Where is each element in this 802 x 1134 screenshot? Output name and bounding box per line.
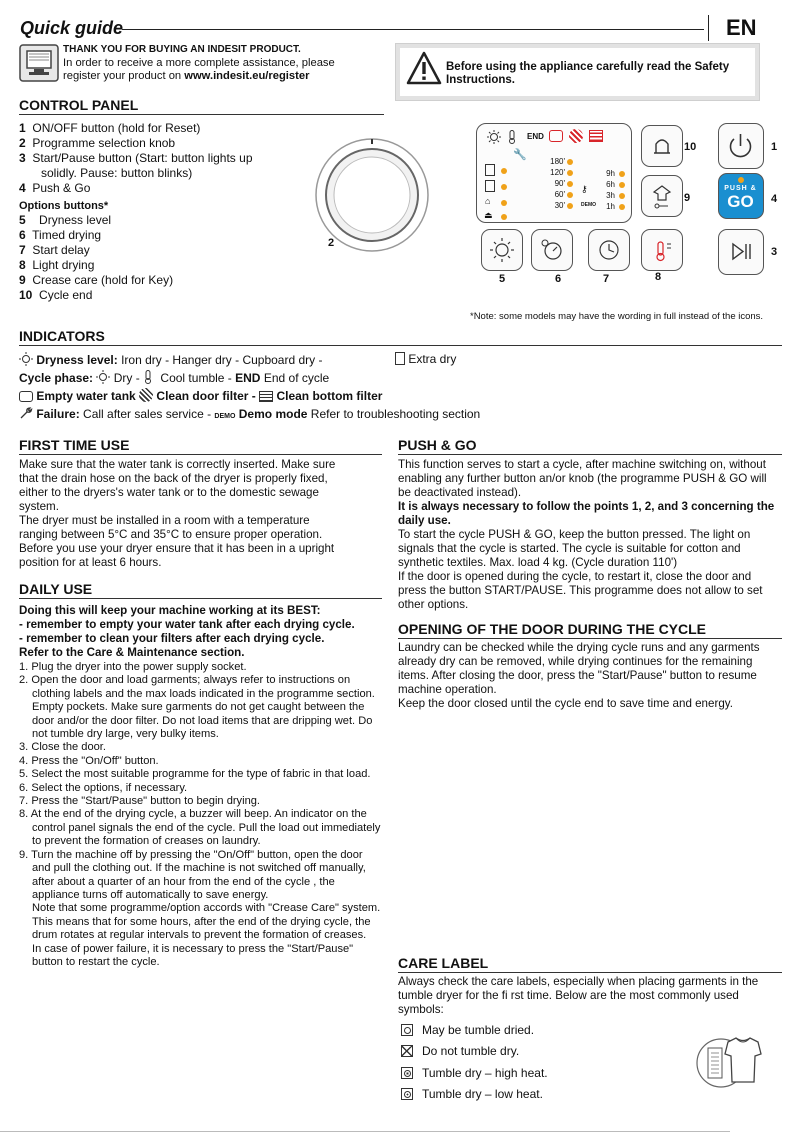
bell-icon [642,126,682,166]
indicator-failure: Failure: Call after sales service - DEMO Demo mode Refer to troubleshooting section [19,406,480,424]
section-title-indicators: INDICATORS [19,328,782,346]
cool-tumble-icon [143,370,157,384]
push-go-text: This function serves to start a cycle, after machine switching on, without enabling any further button an/or knob (the programme PUSH & GO will be deactivated instead). It is always necessary to follow the points 1, 2, and 3 concerning the daily use. To start the cycle PUSH & GO, keep the button pressed. The light on signals that the cycle is started. The cycle is suitable for cotton and synthetic textiles. Max. load 4 kg. (Cycle duration 110') If the door is opened during the cycle, to restart it, close the door and press the button START/PAUSE. This programme does not allow to set other options. [398,458,775,611]
cupboard-dry-icon [485,180,495,192]
clock-icon [589,230,629,270]
list-item: 4 Push & Go [19,181,91,195]
indicator-maintenance: Empty water tank Clean door filter - Clean bottom filter [19,388,382,404]
callout-1: 1 [771,141,778,153]
list-item: 5 Dryness level [19,213,112,227]
failure-icon: 🔧 [513,149,527,161]
light-drying-icon [642,230,682,270]
header-rule [122,29,704,30]
list-item: 1. Plug the dryer into the power supply socket. [19,661,247,673]
door-text: Laundry can be checked while the drying cycle runs and any garments already dry can be removed, while drying continues for the remaining items. After closing the door, press the "Start/Pause" button to resume machine operation. Keep the door closed until the cycle end to save time and energy. [398,641,760,710]
callout-8: 8 [655,271,662,283]
warning-icon [406,51,442,88]
care-symbol-row: Do not tumble dry. [401,1044,519,1058]
options-title: Options buttons* [19,200,109,212]
thanks-register: register your product on www.indesit.eu/register [63,70,310,82]
section-title-daily-use: DAILY USE [19,581,382,599]
demo-icon: DEMO [214,413,236,420]
wrench-icon [19,406,33,420]
cycle-end-button[interactable] [641,125,683,167]
list-item: 9. Turn the machine off by pressing the "On/Off" button, open the door and pull the clothing out. If the machine is not switched off manually, after about a quarter of an hour from the end of the cycle , the appliance turns off automatically to save energy. [19,848,366,901]
extra-dry-icon [395,352,405,365]
register-link[interactable]: www.indesit.eu/register [184,70,310,82]
callout-10: 10 [684,141,697,153]
thanks-block [63,43,335,84]
callout-9: 9 [684,192,691,204]
callout-knob: 2 [328,237,335,249]
list-item: 7. Press the "Start/Pause" button to begin drying. [19,795,260,808]
thanks-line: In order to receive a more complete assistance, please [63,56,335,69]
display-end-label: END [527,132,544,141]
first-time-text: Make sure that the water tank is correctly inserted. Make sure that the drain hose on the back of the dryer is properly fixed, either to the dryers's water tank or to the domestic sewage system. The dryer must be installed in a room with a temperature ranging between 5°C and 35°C to ensure proper operation. Before you use your dryer ensure that it has been in a upright position for at least 6 hours. [19,458,336,569]
list-item: 4. Press the "On/Off" button. [19,754,159,767]
callout-5: 5 [499,273,506,285]
list-item: 6 Timed drying [19,228,102,242]
control-panel-list [19,121,253,303]
crease-care-button[interactable] [641,175,683,217]
daily-steps [19,661,384,969]
care-symbol-row: May be tumble dried. [401,1023,534,1037]
footer-rule [0,1131,730,1132]
light-drying-button[interactable] [641,229,683,271]
bottom-filter-icon [259,391,273,402]
garment-label-icon [694,1030,766,1092]
computer-icon [19,44,59,82]
dryness-icon [487,130,501,147]
safety-box [395,43,760,101]
list-item: 2 Programme selection knob [19,136,176,150]
power-icon [719,124,762,167]
header-divider [708,15,709,41]
extra-dry-icon [485,164,495,176]
on-off-button[interactable] [718,123,764,169]
no-tumble-dry-icon [401,1045,413,1057]
dryness-icon [19,352,33,366]
dryness-level-button[interactable] [481,229,523,271]
time-list-right: 9h 6h 3h 1h [606,169,615,211]
push-go-button[interactable] [718,173,764,219]
bottom-filter-icon-red [589,130,603,142]
safety-line: Before using the appliance carefully read the Safety [446,61,730,73]
filter-icon-red [569,129,583,143]
timed-drying-button[interactable] [531,229,573,271]
tumble-high-icon [401,1067,413,1079]
display-demo-label: DEMO [581,202,596,208]
dry-icon [96,370,110,384]
section-title-door: OPENING OF THE DOOR DURING THE CYCLE [398,621,782,639]
section-title-first-time-use: FIRST TIME USE [19,437,382,455]
indicator-extra-dry: Extra dry [395,352,456,367]
section-title-care-label: CARE LABEL [398,955,782,973]
safety-line: Instructions. [446,74,516,86]
page-title: Quick guide [20,18,124,38]
care-symbol-row: Tumble dry – low heat. [401,1087,543,1101]
door-filter-icon [139,388,153,402]
tumble-low-icon [401,1088,413,1100]
time-list-left: 180' 120' 90' 60' 30' [550,157,565,210]
indicator-cycle-phase: Cycle phase: Dry - Cool tumble - END End of cycle [19,371,330,385]
timed-drying-icon [532,230,572,270]
care-symbol-row: Tumble dry – high heat. [401,1066,548,1080]
start-delay-button[interactable] [588,229,630,271]
tank-icon-red [549,130,563,142]
callout-6: 6 [555,273,562,285]
play-pause-icon [719,230,762,273]
hanger-dry-icon: ⌂ [485,196,491,206]
crease-care-icon [642,176,682,216]
list-item: 5. Select the most suitable programme for the type of fabric in that load. [19,768,371,781]
callout-7: 7 [603,273,610,285]
start-pause-button[interactable] [718,229,764,275]
callout-3: 3 [771,246,778,258]
section-title-control-panel: CONTROL PANEL [19,97,384,115]
iron-dry-icon: ⏏ [484,210,493,220]
list-item: 8. At the end of the drying cycle, a buzzer will beep. An indicator on the control panel signals the end of the cycle. Pull the load out immediately to prevent the formation of creases on laundry. [19,808,381,848]
key-icon: ⚷ [581,184,588,194]
dryness-level-icon [482,230,522,270]
push-go-top-label: PUSH & [724,185,757,192]
list-item: 9 Crease care (hold for Key) [19,273,174,287]
models-note: *Note: some models may have the wording in full instead of the icons. [470,311,764,322]
list-item: 3. Close the door. [19,741,106,754]
list-item: 7 Start delay [19,243,90,257]
push-go-main-label: GO [727,192,754,211]
list-item: solidly. Pause: button blinks) [41,166,193,180]
list-item: 3 Start/Pause button (Start: button lights up [19,151,253,165]
thermometer-icon [507,130,517,147]
daily-use-text: Doing this will keep your machine working at its BEST: - remember to empty your water tank after each drying cycle. - remember to clean your filters after each drying cycle. Refer to the Care & Maintenance section. 1. Plug the dryer into the power supply socket. 2. Open the door and load garments; always refer to instructions on clothing labels and the max loads indicated in the programme section. Empty pockets. Make sure garments do not get caught between the door and/or the door filter. Do not load items that are dripping wet. Do not tumble dry large, very bulky items. 3. Close the door. 4. Press the "On/Off" button. 5. Select the most suitable programme for the type of fabric in that load. 6. Select the options, if necessary. 7. Press the "Start/Pause" button to begin drying. 8. At the end of the drying cycle, a buzzer will beep. An indicator on the control panel signals the end of the cycle. Pull the load out immediately to prevent the formation of creases on laundry. 9. Turn the machine off by pressing the "On/Off" button, open the door and pull the clothing out. If the machine is not switched off manually, after about a quarter of an hour from the end of the cycle , the appliance turns off automatically to save energy. Note that some programme/option accords with "Crease Care" system. This means that for some hours, after the end of the drying cycle, the drum rotates at regular intervals to prevent the formation of creases. In case of power failure, it is necessary to press the "Start/Pause" button to restart the cycle. [19,604,384,969]
display-panel [476,123,632,223]
callout-4: 4 [771,193,778,205]
list-item: 6. Select the options, if necessary. [19,781,188,794]
water-tank-icon [19,391,33,402]
section-title-push-go: PUSH & GO [398,437,782,455]
thanks-heading: THANK YOU FOR BUYING AN INDESIT PRODUCT. [63,44,301,55]
list-item-note: Note that some programme/option accords with "Crease Care" system. This means that for some hours, after the end of the drying cycle, the drum rotates at regular intervals to prevent the formation of creases. [32,902,381,942]
list-item: 1 ON/OFF button (hold for Reset) [19,121,201,135]
list-item: 10 Cycle end [19,288,93,302]
list-item-note: In case of power failure, it is necessary to press the "Start/Pause" button to restart the cycle. [32,942,354,968]
language-code: EN [726,15,757,40]
indicator-dryness: Dryness level: Iron dry - Hanger dry - Cupboard dry - [19,352,323,368]
list-item: 2. Open the door and load garments; always refer to instructions on clothing labels and the max loads indicated in the programme section. Empty pockets. Make sure garments do not get caught between the door and/or the door filter. Do not load items that are dripping wet. Do not tumble dry large, very bulky items. [19,674,375,741]
care-label-text: Always check the care labels, especially when placing garments in the tumble dryer for the fi rst time. Below are the most commonly used symbols: [398,975,759,1016]
list-item: 8 Light drying [19,258,95,272]
tumble-dry-icon [401,1024,413,1036]
